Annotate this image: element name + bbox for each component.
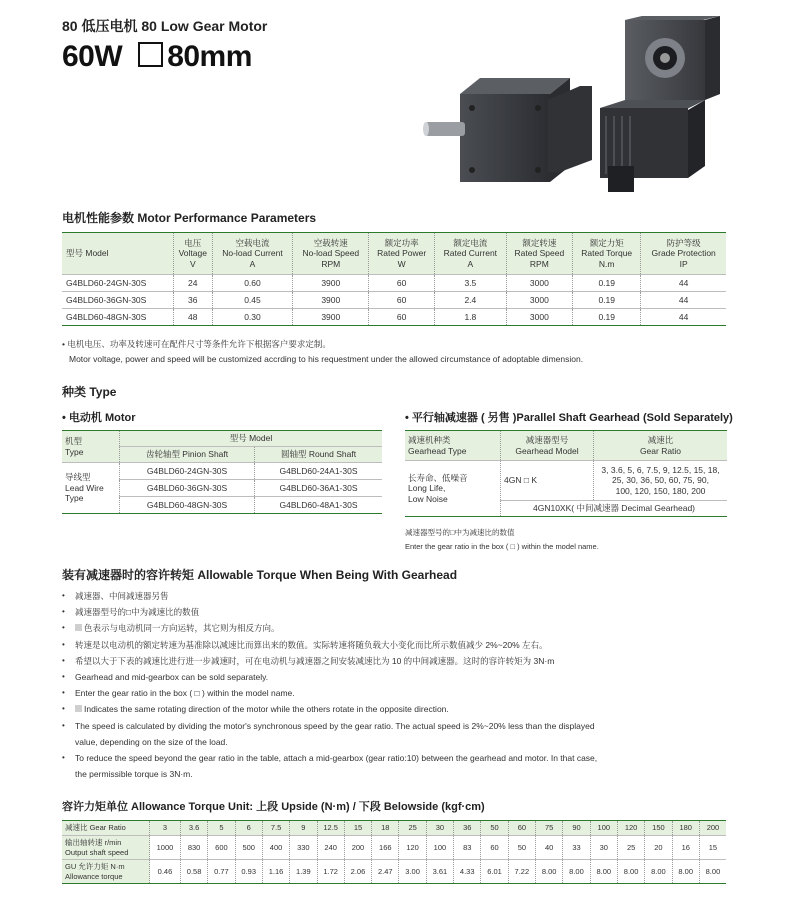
gear-ratio-col: 减速比 Gear Ratio bbox=[594, 431, 728, 461]
motor-type-table bbox=[62, 430, 382, 514]
table-row bbox=[62, 275, 726, 292]
speed-cell: 25 bbox=[617, 836, 644, 860]
perf-note-en: Motor voltage, power and speed will be customized accrding to his requestment under the allowed circumstance of adoptable dimension. bbox=[69, 354, 584, 364]
grey-swatch-icon bbox=[75, 705, 82, 712]
table-cell: 3.5 bbox=[435, 275, 506, 292]
torque-label: GU 允许力矩 N·m Allowance torque bbox=[62, 860, 150, 884]
round-model: G4BLD60-48A1-30S bbox=[255, 497, 382, 514]
perf-col-header: 额定力矩 Rated Torque N.m bbox=[573, 233, 641, 275]
headline bbox=[62, 40, 252, 74]
bullet-item: • 减速器型号的□中为减速比的数值 bbox=[62, 604, 742, 620]
gear-note-cn: 减速器型号的□中为减速比的数值 bbox=[405, 528, 515, 537]
torque-cell: 1.72 bbox=[317, 860, 344, 884]
power-rating: 60W bbox=[62, 40, 123, 73]
gear-type-table bbox=[405, 430, 727, 517]
gear-row bbox=[405, 461, 727, 501]
torque-cell: 8.00 bbox=[590, 860, 617, 884]
perf-col-header: 防护等级 Grade Protection IP bbox=[641, 233, 726, 275]
speed-cell: 33 bbox=[563, 836, 590, 860]
gear-header-row bbox=[405, 431, 727, 461]
motor-model-label: 型号 Model bbox=[120, 431, 383, 447]
speed-cell: 1000 bbox=[150, 836, 181, 860]
speed-cell: 60 bbox=[481, 836, 508, 860]
bullet-continuation: the permissible torque is 3N·m. bbox=[75, 769, 193, 780]
table-cell: 0.60 bbox=[212, 275, 293, 292]
speed-cell: 830 bbox=[180, 836, 207, 860]
speed-cell: 15 bbox=[699, 836, 726, 860]
table-row bbox=[62, 309, 726, 326]
gear-model: 4GN □ K bbox=[501, 461, 594, 501]
motor-header-row-1 bbox=[62, 431, 382, 447]
torque-row bbox=[62, 860, 726, 884]
torque-cell: 8.00 bbox=[645, 860, 672, 884]
ratio-cell: 12.5 bbox=[317, 821, 344, 836]
ratio-cell: 180 bbox=[672, 821, 699, 836]
speed-row bbox=[62, 836, 726, 860]
ratio-cell: 18 bbox=[372, 821, 399, 836]
perf-col-header: 空载转速 No-load Speed RPM bbox=[293, 233, 369, 275]
torque-cell: 2.47 bbox=[372, 860, 399, 884]
bullet-item: • 希望以大于下表的减速比进行进一步减速时，可在电动机与减速器之间安装减速比为 10 的中间减速器。这时的容许转矩为 3N·m bbox=[62, 653, 742, 669]
table-cell: 36 bbox=[173, 292, 212, 309]
torque-cell: 0.58 bbox=[180, 860, 207, 884]
ratio-cell: 100 bbox=[590, 821, 617, 836]
bullet-item: • 转速是以电动机的额定转速为基准除以减速比而算出来的数值。实际转速将随负载大小变化而比所示数值减少 2%~20% 左右。 bbox=[62, 637, 742, 653]
torque-cell: 8.00 bbox=[672, 860, 699, 884]
table-cell: G4BLD60-24GN-30S bbox=[62, 275, 173, 292]
table-cell: 24 bbox=[173, 275, 212, 292]
perf-col-header: 空载电流 No-load Current A bbox=[212, 233, 293, 275]
table-cell: 1.8 bbox=[435, 309, 506, 326]
ratio-cell: 60 bbox=[508, 821, 535, 836]
table-cell: 3900 bbox=[293, 292, 369, 309]
ratio-cell: 50 bbox=[481, 821, 508, 836]
ratio-cell: 7.5 bbox=[262, 821, 289, 836]
ratio-cell: 120 bbox=[617, 821, 644, 836]
table-cell: 3000 bbox=[506, 292, 573, 309]
speed-cell: 83 bbox=[454, 836, 481, 860]
torque-cell: 4.33 bbox=[454, 860, 481, 884]
torque-cell: 1.16 bbox=[262, 860, 289, 884]
speed-cell: 40 bbox=[536, 836, 563, 860]
table-cell: 3900 bbox=[293, 275, 369, 292]
motor-type-label: 机型 Type bbox=[65, 435, 84, 457]
allow-bullets bbox=[62, 588, 742, 782]
pinion-model: G4BLD60-48GN-30S bbox=[120, 497, 255, 514]
table-cell: 44 bbox=[641, 292, 726, 309]
ratio-label: 减速比 Gear Ratio bbox=[65, 823, 126, 833]
pinion-model: G4BLD60-36GN-30S bbox=[120, 480, 255, 497]
torque-cell: 0.93 bbox=[235, 860, 262, 884]
lead-label: 导线型 Lead Wire Type bbox=[62, 463, 120, 514]
ratio-cell: 6 bbox=[235, 821, 262, 836]
torque-cell: 8.00 bbox=[536, 860, 563, 884]
perf-title: 电机性能参数 Motor Performance Parameters bbox=[62, 211, 317, 225]
table-cell: G4BLD60-48GN-30S bbox=[62, 309, 173, 326]
perf-body bbox=[62, 275, 726, 326]
perf-table bbox=[62, 232, 726, 326]
perf-header-row bbox=[62, 233, 726, 275]
perf-col-header: 型号 Model bbox=[66, 248, 109, 259]
ratio-cell: 3 bbox=[150, 821, 181, 836]
speed-cell: 100 bbox=[426, 836, 453, 860]
torque-cell: 8.00 bbox=[563, 860, 590, 884]
round-label: 圆轴型 Round Shaft bbox=[255, 447, 382, 463]
torque-cell: 0.46 bbox=[150, 860, 181, 884]
gear-type-col: 减速机种类 Gearhead Type bbox=[408, 434, 467, 456]
gear-ratio-list: 3, 3.6, 5, 6, 7.5, 9, 12.5, 15, 18, 25, 30, 36, 50, 60, 75, 90, 100, 120, 150, 180, 200 bbox=[594, 461, 728, 501]
ratio-cell: 36 bbox=[454, 821, 481, 836]
bullet-item: • Indicates the same rotating direction of the motor while the others rotate in the opposite direction. bbox=[62, 701, 742, 717]
table-cell: 3900 bbox=[293, 309, 369, 326]
bullet-item: • 色表示与电动机同一方向运转，其它则为相反方向。 bbox=[62, 620, 742, 636]
pinion-label: 齿轮轴型 Pinion Shaft bbox=[120, 447, 255, 463]
ratio-cell: 15 bbox=[344, 821, 371, 836]
torque-cell: 3.61 bbox=[426, 860, 453, 884]
speed-cell: 30 bbox=[590, 836, 617, 860]
perf-col-header: 额定电流 Rated Current A bbox=[435, 233, 506, 275]
speed-cell: 330 bbox=[290, 836, 317, 860]
speed-cell: 166 bbox=[372, 836, 399, 860]
ratio-cell: 75 bbox=[536, 821, 563, 836]
torque-title: 容许力矩单位 Allowance Torque Unit: 上段 Upside (N·m) / 下段 Belowside (kgf·cm) bbox=[62, 801, 485, 813]
ratio-row bbox=[62, 821, 726, 836]
speed-cell: 50 bbox=[508, 836, 535, 860]
ratio-cell: 150 bbox=[645, 821, 672, 836]
frame-size: 80mm bbox=[167, 40, 252, 73]
bullet-item: • Enter the gear ratio in the box ( □ ) within the model name. bbox=[62, 685, 742, 701]
torque-cell: 8.00 bbox=[699, 860, 726, 884]
table-row bbox=[62, 292, 726, 309]
torque-cell: 0.77 bbox=[208, 860, 235, 884]
table-cell: 0.19 bbox=[573, 292, 641, 309]
motor-row bbox=[62, 463, 382, 480]
ratio-cell: 25 bbox=[399, 821, 426, 836]
table-cell: 60 bbox=[369, 309, 435, 326]
ratio-cell: 5 bbox=[208, 821, 235, 836]
table-cell: 44 bbox=[641, 275, 726, 292]
motor-photo bbox=[420, 16, 725, 192]
bullet-item: • Gearhead and mid-gearbox can be sold separately. bbox=[62, 669, 742, 685]
table-cell: G4BLD60-36GN-30S bbox=[62, 292, 173, 309]
speed-cell: 20 bbox=[645, 836, 672, 860]
ratio-cell: 90 bbox=[563, 821, 590, 836]
gear-model-col: 减速器型号 Gearhead Model bbox=[501, 431, 594, 461]
grey-swatch-icon bbox=[75, 624, 82, 631]
speed-cell: 600 bbox=[208, 836, 235, 860]
table-cell: 3000 bbox=[506, 309, 573, 326]
table-cell: 0.45 bbox=[212, 292, 293, 309]
speed-cell: 120 bbox=[399, 836, 426, 860]
perf-col-header: 电压 Voltage V bbox=[173, 233, 212, 275]
gear-title: • 平行轴减速器 ( 另售 )Parallel Shaft Gearhead (Sold Separately) bbox=[405, 412, 733, 424]
motor-title: • 电动机 Motor bbox=[62, 412, 136, 424]
bullet-item: • To reduce the speed beyond the gear ratio in the table, attach a mid-gearbox (gear ratio:10) between the gearhead and motor. In that case, bbox=[62, 750, 742, 766]
torque-cell: 2.06 bbox=[344, 860, 371, 884]
torque-cell: 8.00 bbox=[617, 860, 644, 884]
table-cell: 3000 bbox=[506, 275, 573, 292]
ratio-cell: 200 bbox=[699, 821, 726, 836]
bullet-item: • 减速器、中间减速器另售 bbox=[62, 588, 742, 604]
table-cell: 0.30 bbox=[212, 309, 293, 326]
round-model: G4BLD60-24A1-30S bbox=[255, 463, 382, 480]
series-title: 80 低压电机 80 Low Gear Motor bbox=[62, 18, 268, 34]
torque-cell: 6.01 bbox=[481, 860, 508, 884]
table-cell: 2.4 bbox=[435, 292, 506, 309]
perf-col-header: 额定转速 Rated Speed RPM bbox=[506, 233, 573, 275]
speed-cell: 400 bbox=[262, 836, 289, 860]
table-cell: 60 bbox=[369, 292, 435, 309]
table-cell: 0.19 bbox=[573, 309, 641, 326]
ratio-cell: 30 bbox=[426, 821, 453, 836]
torque-cell: 1.39 bbox=[290, 860, 317, 884]
speed-cell: 240 bbox=[317, 836, 344, 860]
torque-cell: 7.22 bbox=[508, 860, 535, 884]
speed-cell: 500 bbox=[235, 836, 262, 860]
perf-note-cn: • 电机电压、功率及转速可在配件尺寸等条件允许下根据客户要求定制。 bbox=[62, 339, 331, 349]
ratio-cell: 9 bbox=[290, 821, 317, 836]
decimal-gearhead: 4GN10XK( 中间减速器 Decimal Gearhead) bbox=[501, 501, 728, 517]
bullet-continuation: value, depending on the size of the load. bbox=[75, 736, 228, 747]
square-icon bbox=[138, 42, 163, 67]
speed-cell: 16 bbox=[672, 836, 699, 860]
torque-cell: 3.00 bbox=[399, 860, 426, 884]
gear-type: 长寿命、低噪音 Long Life, Low Noise bbox=[405, 461, 501, 517]
round-model: G4BLD60-36A1-30S bbox=[255, 480, 382, 497]
torque-table bbox=[62, 820, 726, 884]
allow-title: 装有减速器时的容许转矩 Allowable Torque When Being With Gearhead bbox=[62, 568, 458, 582]
bullet-item: • The speed is calculated by dividing the motor's synchronous speed by the gear ratio. The actual speed is 2%~20% less than the displayed bbox=[62, 718, 742, 734]
perf-col-header: 额定功率 Rated Power W bbox=[369, 233, 435, 275]
table-cell: 48 bbox=[173, 309, 212, 326]
gear-note-en: Enter the gear ratio in the box ( □ ) within the model name. bbox=[405, 542, 599, 551]
speed-label: 输出轴转速 r/min Output shaft speed bbox=[62, 836, 150, 860]
speed-cell: 200 bbox=[344, 836, 371, 860]
pinion-model: G4BLD60-24GN-30S bbox=[120, 463, 255, 480]
table-cell: 44 bbox=[641, 309, 726, 326]
ratio-cell: 3.6 bbox=[180, 821, 207, 836]
table-cell: 0.19 bbox=[573, 275, 641, 292]
table-cell: 60 bbox=[369, 275, 435, 292]
type-title: 种类 Type bbox=[62, 385, 117, 399]
